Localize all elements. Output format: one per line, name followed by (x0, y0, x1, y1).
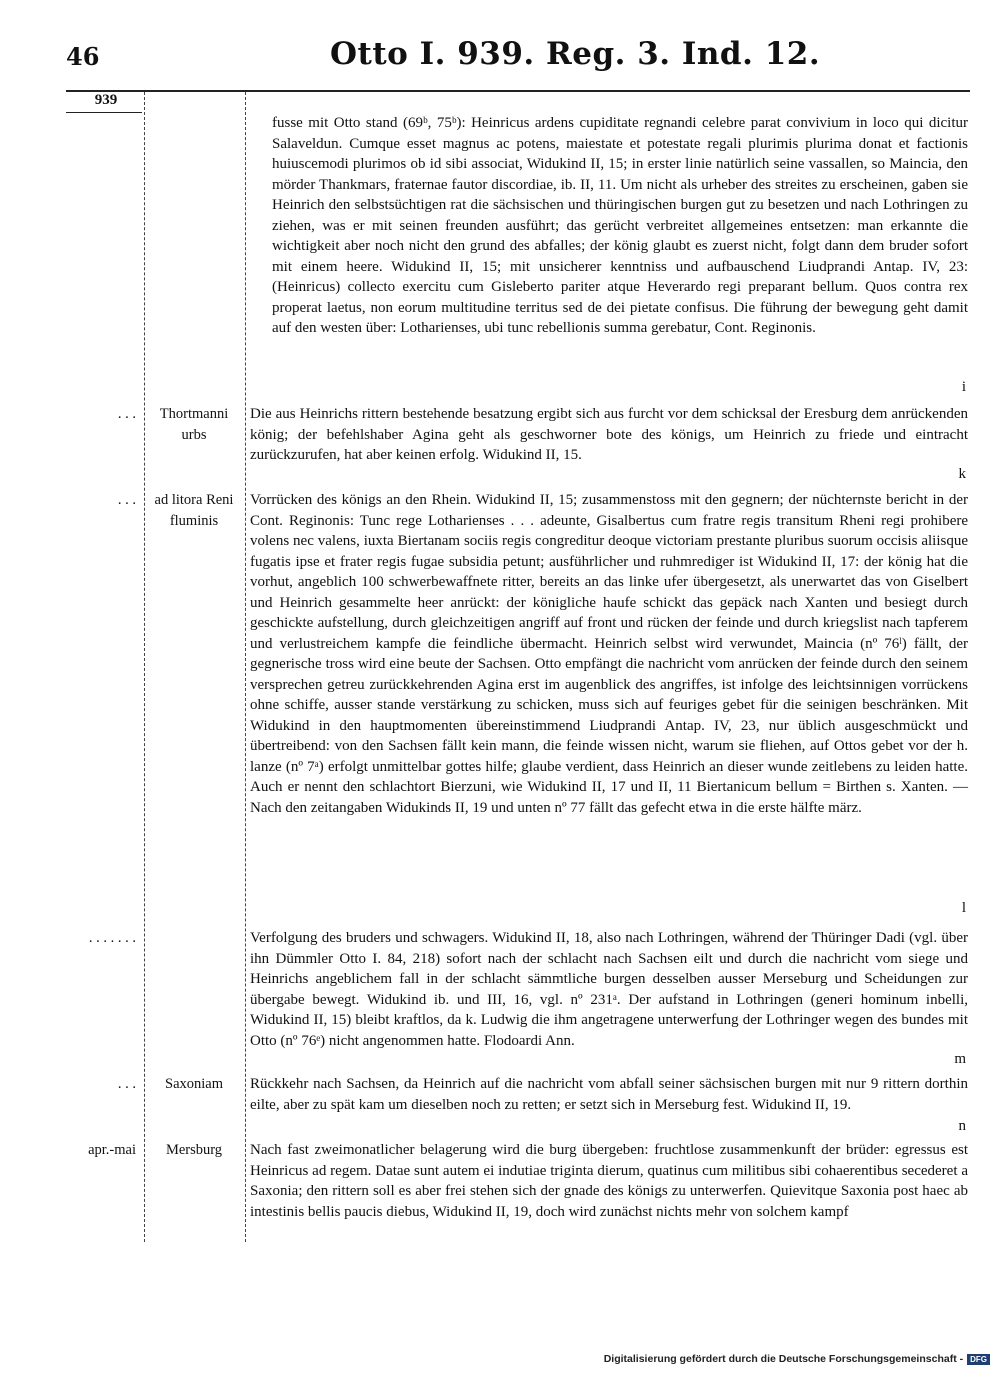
entry-mark: n (958, 1118, 966, 1134)
entry-date: . . . . . . . (88, 930, 136, 946)
entry-text: Rückkehr nach Sachsen, da Heinrich auf die nachricht vom abfall seiner sächsischen burgen mit nur 9 rittern dorthin eilte, aber zu spät kam um dieselben noch zu retten; er setzt sich in Merseburg fest. Widukind II, 19. (250, 1076, 968, 1113)
column-divider-2 (245, 92, 246, 1242)
entry-text: fusse mit Otto stand (69ᵇ, 75ᵇ): Heinricus ardens cupiditate regnandi celebre parat convivium in loco qui dicitur Salaveldun. Cumque esset magnus ac potens, maiestate et potestate regali plurimis plurima donat et factionis huiuscemodi plurimos ob id sibi associat, Widukind II, 15; in erster linie natürlich seine vassallen, so Maincia, den mörder Thankmars, fraternae fautor discordiae, ib. II, 11. Um nicht als urheber des streites zu erscheinen, gaben sie Heinrich den selbstsüchtigen rat die sächsischen und thüringischen burgen gut zu besetzen und nach Lothringen zu ziehen, was er mit seinen freunden ausführt; das gerücht verbreitet allgemeines entsetzen: man erkannte die wichtigkeit aber noch nicht den grund des abfalles; der könig glaubt es zuerst nicht, folgt dann dem bruder sofort mit einem heere. Widukind II, 15; mit unsicherer kenntniss und aufbauschend Liudprandi Antap. IV, 23: (Heinricus) collecto exercitu cum Gisleberto pariter atque Heverardo regi preparant bellum. Quos contra rex properat laetus, non eorum multitudine territus sed de dei pietate confisus. Die führung der bewegung geht damit auf den westen über: Lotharienses, ubi tunc rebellionis summa gerebatur, Cont. Reginonis. (272, 115, 968, 336)
entry-place: ad litora Reni fluminis (154, 492, 234, 529)
entry-text: Nach fast zweimonatlicher belagerung wird die burg übergeben: fruchtlose zusammenkunft der brüder: egressus est Heinricus ad regem. Datae sunt autem ei indutiae triginta dierum, quatinus cum militibus sibi cohaerentibus secederet a Saxonia; den rittern soll es aber frei stehen sich der gnade des königs zu unterwerfen. Quievitque Saxonia post haec ab intestinis bellis paucis diebus, Widukind II, 19, doch wird zunächst nichts mehr von solchem kampf (250, 1142, 968, 1220)
entry-mark: l (961, 900, 966, 916)
page-number: 46 (66, 42, 100, 71)
year-underline (66, 112, 142, 113)
entry-mark: m (954, 1051, 966, 1067)
entry-mark: i (961, 379, 966, 395)
entry-date: apr.-mai (88, 1142, 136, 1158)
entry-text: Verfolgung des bruders und schwagers. Widukind II, 18, also nach Lothringen, während der Thüringer Dadi (vgl. über ihn Dümmler Otto I. 84, 218) sofort nach der schlacht nach Sachsen eilt und durch die nachricht vom siege und Heinrichs angeblichem fall in der schlacht sämmtliche burgen desselben ausser Merseburg und Scheidungen zur übergabe bewegt. Widukind ib. und III, 16, vgl. nº 231ᵃ. Der aufstand in Lothringen (generi hominum inbelli, Widukind II, 15) bleibt kraftlos, da k. Ludwig die ihm angetragene unterwerfung der Lothringer wegen des bundes mit Otto (nº 76ᵉ) nicht angenommen hatte. Flodoardi Ann. (250, 930, 968, 1049)
credit-text: Digitalisierung gefördert durch die Deutsche Forschungsgemeinschaft - (603, 1353, 964, 1365)
dfg-logo: DFG (967, 1354, 990, 1365)
entry-date: . . . (117, 492, 136, 508)
entry-place: Thortmanni urbs (159, 406, 229, 443)
entry-place: Saxoniam (165, 1076, 223, 1092)
entry-text: Die aus Heinrichs rittern bestehende besatzung ergibt sich aus furcht vor dem schicksal der Eresburg dem anrückenden könig; der befehlshaber Agina geht als geschworner bote des königs, um Heinrich zu friede und eintracht zurückzurufen, hat aber keinen erfolg. Widukind II, 15. (250, 406, 968, 463)
header-rule (66, 90, 970, 92)
column-divider-1 (144, 92, 145, 1242)
entry-mark: k (958, 466, 966, 482)
entry-date: . . . (117, 406, 136, 422)
margin-year: 939 (94, 92, 118, 108)
page-title: Otto I. 939. Reg. 3. Ind. 12. (330, 36, 821, 72)
entry-date: . . . (117, 1076, 136, 1092)
entry-text: Vorrücken des königs an den Rhein. Widukind II, 15; zusammenstoss mit den gegnern; der nüchternste bericht in der Cont. Reginonis: Tunc rege Lotharienses . . . adeunte, Gisalbertus cum fratre regis transitum Rheni regi prohibere volens nec valens, iuxta Biertanam sociis regis congreditur deoque victoriam prestante pluribus suorum occisis aliisque fugatis ipse et frater regis fugae subsidia petunt; ausführlicher und ruhmrediger ist Widukind II, 17: der könig hat die vorhut, angeblich 100 schwerbewaffnete ritter, bereits an das linke ufer übergesetzt, als unerwartet das von Giselbert und Heinrich gesammelte heer anrückt: der königliche haufe schickt das gepäck nach Xanten und besiegt durch geschickte aufstellung, durch gleichzeitigen angriff auf front und rücken der feinde und durch kriegslist nach tapferem und verlustreichem kampfe die feindliche übermacht. Heinrich selbst wird verwundet, Maincia (nº 76ˡ) fällt, der gegnerische tross wird eine beute der Sachsen. Otto empfängt die nachricht vom anrücken der feinde durch den seinem versprechen getreu zurückkehrenden Agina erst im augenblick des angriffes, ist infolge des leichtsinnigen vorrückens ohne schiffe, ausser stande verstärkung zu schicken, muss sich auf feuriges gebet für die seinigen beschränken. Mit Widukind in den hauptmomenten übereinstimmend Liudprandi Antap. IV, 23, nur üblich ausgeschmückt und übertreibend: von den Sachsen fällt kein mann, die feinde wissen nicht, warum sie fliehen, auf Ottos gebet vor der h. lanze (nº 7ᵃ) erfolgt unmittelbar gottes hilfe; glaube verdient, dass Heinrich an dieser wunde zeitlebens zu leiden hatte. Auch er nennt den schlachtort Bierzuni, wie Widukind II, 17 und II, 11 Biertanicum bellum = Birthen s. Xanten. — Nach den zeitangaben Widukinds II, 19 und unten nº 77 fällt das gefecht etwa in die erste hälfte märz. (250, 492, 968, 816)
entry-place: Mersburg (165, 1142, 223, 1158)
digitization-credit (604, 1353, 990, 1365)
